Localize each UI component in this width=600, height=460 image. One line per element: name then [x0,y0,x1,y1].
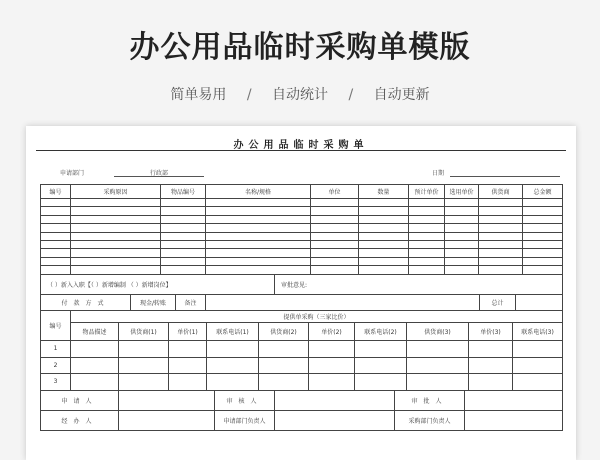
purchase-cell [409,224,445,232]
supplier-cell [207,374,259,391]
purchase-cell [445,207,479,215]
purchase-cell [41,199,71,207]
purchase-cell [359,215,409,223]
supplier-cell [355,357,407,374]
supplier-no-label: 编号 [41,311,71,341]
supplier-cell [513,374,563,391]
feature-tags [0,84,600,104]
purchase-col-header: 采购原因 [71,185,161,199]
supplier-section-title: 提供单采购（三家比价） [71,311,563,323]
signature-value [119,391,215,411]
purchase-cell [359,232,409,240]
purchase-cell [409,257,445,265]
purchase-table [40,184,563,275]
purchase-cell [359,266,409,274]
purchase-cell [445,215,479,223]
purchase-cell [161,266,206,274]
purchase-cell [311,240,359,248]
purchase-cell [41,240,71,248]
supplier-cell [169,357,207,374]
purchase-cell [206,240,311,248]
signature-row [41,411,563,431]
supplier-col-header: 物品描述 [71,323,119,341]
tag-separator: / [348,87,354,103]
signature-row [41,391,563,411]
signature-label: 申请部门负责人 [215,411,275,431]
purchase-cell [311,199,359,207]
purchase-cell [41,266,71,274]
note-label: 备注 [176,295,206,311]
purchase-row [41,207,563,215]
title-rule [36,150,566,151]
purchase-cell [71,232,161,240]
purchase-cell [479,232,523,240]
purchase-cell [71,199,161,207]
purchase-cell [359,240,409,248]
tag-auto-update: 自动更新 [373,87,430,103]
purchase-cell [523,249,563,257]
purchase-cell [311,257,359,265]
purchase-col-header: 选用单价 [445,185,479,199]
signature-value [465,411,563,431]
supplier-col-header: 供货商(2) [259,323,309,341]
purchase-cell [311,232,359,240]
supplier-cell [355,374,407,391]
tag-easy: 简单易用 [170,87,227,103]
purchase-cell [41,249,71,257]
purchase-cell [311,266,359,274]
supplier-cell [71,374,119,391]
supplier-cell [309,357,355,374]
supplier-cell [513,357,563,374]
supplier-col-header: 单价(1) [169,323,207,341]
purchase-row [41,224,563,232]
purchase-cell [71,215,161,223]
purchase-cell [409,215,445,223]
purchase-cell [206,249,311,257]
purchase-cell [479,249,523,257]
purchase-col-header: 预计单价 [409,185,445,199]
signature-value [275,411,395,431]
purchase-row [41,266,563,274]
date-line [450,176,560,177]
purchase-cell [161,257,206,265]
purchase-cell [41,232,71,240]
supplier-cell [71,357,119,374]
purchase-cell [71,266,161,274]
purchase-cell [409,232,445,240]
supplier-row [41,357,563,374]
purchase-cell [479,224,523,232]
purchase-col-header: 名称/规格 [206,185,311,199]
supplier-cell [469,357,513,374]
purchase-cell [523,215,563,223]
supplier-row-number: 2 [41,357,71,374]
purchase-cell [41,215,71,223]
supplier-cell [119,341,169,358]
supplier-cell [259,374,309,391]
purchase-cell [161,215,206,223]
supplier-cell [407,357,469,374]
payment-row-table [40,294,563,311]
purchase-cell [71,249,161,257]
supplier-cell [119,374,169,391]
purchase-cell [359,257,409,265]
supplier-row [41,341,563,358]
apply-dept-label: 申请部门 [60,170,85,177]
purchase-cell [409,207,445,215]
hire-type-options: （ ）新入入职【（ ）新增编制 （ ）新增岗位】 [41,275,275,295]
supplier-col-header: 联系电话(2) [355,323,407,341]
supplier-cell [407,341,469,358]
signature-label: 审批人 [395,391,465,411]
purchase-cell [41,207,71,215]
purchase-cell [311,207,359,215]
signature-table [40,390,563,431]
purchase-row [41,215,563,223]
note-value [206,295,480,311]
supplier-cell [407,374,469,391]
purchase-col-header: 数量 [359,185,409,199]
purchase-cell [206,266,311,274]
supplier-cell [469,374,513,391]
purchase-cell [41,224,71,232]
supplier-cell [259,341,309,358]
supplier-row-number: 3 [41,374,71,391]
apply-dept-value: 行政部 [150,170,169,177]
supplier-col-header: 单价(3) [469,323,513,341]
supplier-header-row [41,323,563,341]
purchase-cell [523,240,563,248]
purchase-cell [206,215,311,223]
supplier-col-header: 供货商(3) [407,323,469,341]
supplier-col-header: 联系电话(3) [513,323,563,341]
purchase-cell [409,199,445,207]
purchase-col-header: 单位 [311,185,359,199]
supplier-row [41,374,563,391]
form-sheet [26,126,576,460]
purchase-cell [71,207,161,215]
purchase-cell [409,266,445,274]
purchase-cell [206,207,311,215]
purchase-row [41,249,563,257]
purchase-cell [41,257,71,265]
purchase-cell [161,249,206,257]
purchase-cell [359,207,409,215]
supplier-col-header: 联系电话(1) [207,323,259,341]
purchase-cell [479,199,523,207]
purchase-cell [523,266,563,274]
date-label: 日期 [432,170,445,177]
purchase-cell [161,199,206,207]
purchase-col-header: 编号 [41,185,71,199]
purchase-cell [445,266,479,274]
supplier-cell [355,341,407,358]
purchase-cell [206,224,311,232]
supplier-cell [169,374,207,391]
purchase-cell [161,207,206,215]
purchase-cell [523,207,563,215]
supplier-cell [207,357,259,374]
signature-label: 审核人 [215,391,275,411]
purchase-cell [71,224,161,232]
purchase-cell [311,224,359,232]
purchase-header-row [41,185,563,199]
supplier-row-number: 1 [41,341,71,358]
supplier-cell [469,341,513,358]
purchase-cell [359,199,409,207]
purchase-cell [71,257,161,265]
purchase-row [41,257,563,265]
supplier-cell [309,341,355,358]
supplier-cell [309,374,355,391]
purchase-cell [311,215,359,223]
page-title: 办公用品临时采购单模版 [129,30,471,65]
purchase-cell [479,240,523,248]
purchase-col-header: 总金额 [523,185,563,199]
supplier-col-header: 单价(2) [309,323,355,341]
purchase-cell [206,199,311,207]
purchase-cell [523,232,563,240]
supplier-cell [71,341,119,358]
purchase-cell [479,207,523,215]
supplier-title-row [41,311,563,323]
purchase-col-header: 供货商 [479,185,523,199]
purchase-cell [161,240,206,248]
apply-dept-line [114,176,204,177]
purchase-cell [523,257,563,265]
tag-auto-stats: 自动统计 [272,87,328,103]
purchase-cell [523,199,563,207]
purchase-row [41,199,563,207]
signature-label: 采购部门负责人 [395,411,465,431]
purchase-cell [445,224,479,232]
purchase-cell [445,232,479,240]
purchase-cell [311,249,359,257]
signature-value [119,411,215,431]
supplier-cell [169,341,207,358]
purchase-cell [359,249,409,257]
purchase-cell [359,224,409,232]
signature-label: 经办人 [41,411,119,431]
purchase-cell [445,199,479,207]
total-value [516,295,563,311]
purchase-cell [409,249,445,257]
purchase-cell [161,232,206,240]
purchase-cell [479,257,523,265]
purchase-cell [161,224,206,232]
signature-value [275,391,395,411]
payment-method-value: 现金/转账 [131,295,176,311]
purchase-cell [206,257,311,265]
supplier-cell [119,357,169,374]
supplier-col-header: 供货商(1) [119,323,169,341]
purchase-cell [445,257,479,265]
purchase-col-header: 物品编号 [161,185,206,199]
supplier-cell [207,341,259,358]
type-row-table [40,274,563,295]
supplier-table [40,310,563,391]
purchase-row [41,240,563,248]
signature-value [465,391,563,411]
payment-method-label: 付款方式 [41,295,131,311]
purchase-cell [479,215,523,223]
form-title: 办公用品临时采购单 [233,140,369,151]
purchase-cell [445,240,479,248]
approval-opinion-label: 审批意见: [275,275,563,295]
purchase-row [41,232,563,240]
purchase-cell [206,232,311,240]
signature-label: 申请人 [41,391,119,411]
purchase-cell [523,224,563,232]
supplier-cell [259,357,309,374]
supplier-cell [513,341,563,358]
purchase-cell [409,240,445,248]
total-label: 总计 [480,295,516,311]
purchase-cell [445,249,479,257]
purchase-cell [479,266,523,274]
tag-separator: / [246,87,252,103]
purchase-cell [71,240,161,248]
